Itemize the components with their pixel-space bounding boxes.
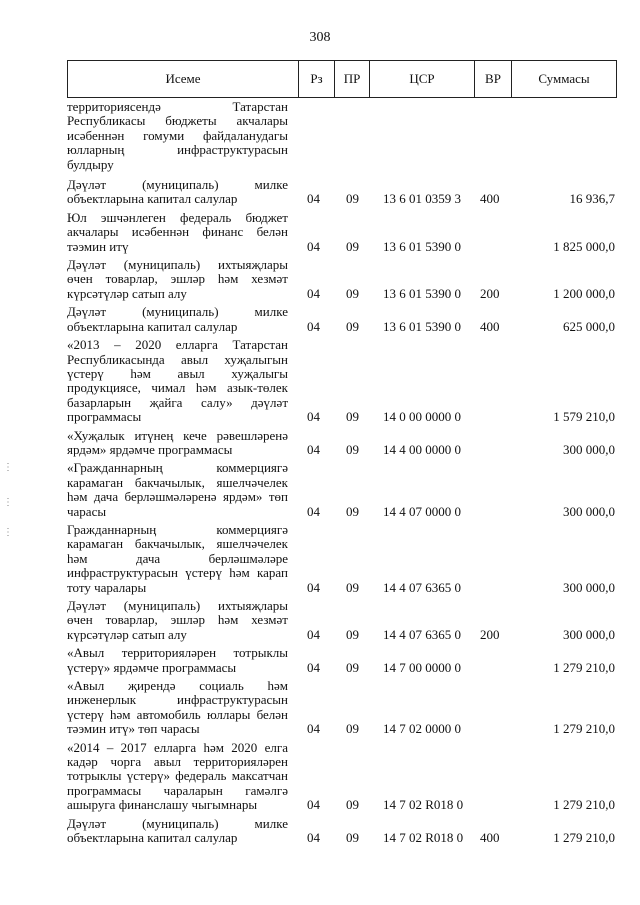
table-row bbox=[67, 100, 617, 172]
row-rz: 04 bbox=[307, 409, 320, 425]
table-row bbox=[67, 429, 617, 458]
row-name: «Гражданнарның коммерциягә карамаган бакчачылык, яшелчәчелек һәм дача берләшмәләренә ярдәм» төп чарасы bbox=[67, 460, 288, 519]
row-sum: 1 279 210,0 bbox=[553, 721, 615, 737]
row-rz: 04 bbox=[307, 503, 320, 519]
row-pr: 09 bbox=[346, 318, 359, 334]
row-pr: 09 bbox=[346, 830, 359, 846]
row-name: «Авыл территорияләрен тотрыклы үстерү» ярдәмче программасы bbox=[67, 645, 288, 675]
row-csr: 14 0 00 0000 0 bbox=[383, 409, 461, 425]
table-header bbox=[67, 60, 617, 98]
row-rz: 04 bbox=[307, 659, 320, 675]
header-csr: ЦСР bbox=[370, 61, 475, 97]
row-pr: 09 bbox=[346, 579, 359, 595]
row-name: «2014 – 2017 елларга һәм 2020 елга кадәр чорга авыл территорияләрен тотрыклы үстерү» федераль максатчан программасы чараларын гамәлгә ашыруга финанслашу чыгымнары bbox=[67, 739, 288, 813]
row-csr: 14 7 02 R018 0 bbox=[383, 830, 464, 846]
table-row bbox=[67, 646, 617, 675]
row-csr: 14 4 07 6365 0 bbox=[383, 626, 461, 642]
row-name: Дәүләт (муниципаль) ихтыяҗлары өчен товарлар, эшләр һәм хезмәт күрсәтүләр сатып алу bbox=[67, 257, 288, 301]
row-vr: 400 bbox=[480, 318, 500, 334]
table-row bbox=[67, 461, 617, 519]
row-csr: 13 6 01 0359 3 bbox=[383, 191, 461, 207]
row-csr: 14 7 02 0000 0 bbox=[383, 721, 461, 737]
row-pr: 09 bbox=[346, 238, 359, 254]
row-sum: 625 000,0 bbox=[563, 318, 615, 334]
row-sum: 16 936,7 bbox=[569, 191, 615, 207]
header-rz: Рз bbox=[299, 61, 335, 97]
row-sum: 300 000,0 bbox=[563, 626, 615, 642]
row-vr: 400 bbox=[480, 830, 500, 846]
table-row bbox=[67, 211, 617, 254]
row-name: Гражданнарның коммерциягә карамаган бакчачылык, яшелчәчелек һәм дача берләшмәләре инфраструктурасын үстерү һәм карап тоту чаралары bbox=[67, 521, 288, 595]
row-csr: 14 7 02 R018 0 bbox=[383, 797, 464, 813]
row-sum: 1 200 000,0 bbox=[553, 285, 615, 301]
row-sum: 1 825 000,0 bbox=[553, 238, 615, 254]
row-sum: 300 000,0 bbox=[563, 579, 615, 595]
row-vr: 200 bbox=[480, 626, 500, 642]
row-sum: 1 579 210,0 bbox=[553, 409, 615, 425]
table-row bbox=[67, 817, 617, 846]
row-sum: 1 279 210,0 bbox=[553, 659, 615, 675]
row-rz: 04 bbox=[307, 626, 320, 642]
row-sum: 1 279 210,0 bbox=[553, 830, 615, 846]
row-sum: 300 000,0 bbox=[563, 441, 615, 457]
row-rz: 04 bbox=[307, 191, 320, 207]
row-name: Дәүләт (муниципаль) милке объектларына капитал салулар bbox=[67, 177, 288, 207]
table-row bbox=[67, 258, 617, 301]
row-csr: 14 4 07 0000 0 bbox=[383, 503, 461, 519]
row-name: территориясендә Татарстан Республикасы бюджеты акчалары исәбеннән гомуми файдаланудагы юлларның инфраструктурасын булдыру bbox=[67, 99, 288, 172]
row-rz: 04 bbox=[307, 318, 320, 334]
row-name: «2013 – 2020 елларга Татарстан Республикасында авыл хуҗалыгын үстерү һәм авыл хуҗалыгы продукциясе, чимал һәм азык-төлек базарларын җайга салу» дәүләт программасы bbox=[67, 337, 288, 425]
header-pr: ПР bbox=[335, 61, 370, 97]
row-csr: 13 6 01 5390 0 bbox=[383, 285, 461, 301]
scan-mark: ⋮ bbox=[3, 462, 13, 473]
table-row bbox=[67, 741, 617, 813]
row-vr: 200 bbox=[480, 285, 500, 301]
row-name: «Хуҗалык итүнең кече рәвешләренә ярдәм» ярдәмче программасы bbox=[67, 427, 288, 457]
table-row bbox=[67, 523, 617, 595]
row-sum: 300 000,0 bbox=[563, 503, 615, 519]
row-pr: 09 bbox=[346, 626, 359, 642]
row-rz: 04 bbox=[307, 797, 320, 813]
row-rz: 04 bbox=[307, 830, 320, 846]
header-vr: ВР bbox=[475, 61, 512, 97]
row-csr: 13 6 01 5390 0 bbox=[383, 238, 461, 254]
row-vr: 400 bbox=[480, 191, 500, 207]
row-csr: 14 4 07 6365 0 bbox=[383, 579, 461, 595]
row-rz: 04 bbox=[307, 441, 320, 457]
row-pr: 09 bbox=[346, 797, 359, 813]
row-pr: 09 bbox=[346, 659, 359, 675]
row-pr: 09 bbox=[346, 285, 359, 301]
row-name: «Авыл җирендә социаль һәм инженерлык инфраструктурасын үстерү һәм автомобиль юллары белән тәэмин итү» төп чарасы bbox=[67, 678, 288, 737]
row-pr: 09 bbox=[346, 721, 359, 737]
header-sum: Суммасы bbox=[538, 71, 590, 86]
row-csr: 14 7 00 0000 0 bbox=[383, 659, 461, 675]
table-body bbox=[67, 100, 617, 850]
row-pr: 09 bbox=[346, 409, 359, 425]
row-rz: 04 bbox=[307, 721, 320, 737]
row-name: Дәүләт (муниципаль) милке объектларына капитал салулар bbox=[67, 815, 288, 846]
header-name: Исеме bbox=[68, 61, 299, 97]
row-name: Дәүләт (муниципаль) ихтыяҗлары өчен товарлар, эшләр һәм хезмәт күрсәтүләр сатып алу bbox=[67, 598, 288, 642]
row-csr: 13 6 01 5390 0 bbox=[383, 318, 461, 334]
scan-mark: ⋮ bbox=[3, 527, 13, 538]
table-row bbox=[67, 338, 617, 424]
row-name: Дәүләт (муниципаль) милке объектларына капитал салулар bbox=[67, 304, 288, 334]
row-csr: 14 4 00 0000 0 bbox=[383, 441, 461, 457]
table-row bbox=[67, 305, 617, 334]
row-rz: 04 bbox=[307, 579, 320, 595]
row-pr: 09 bbox=[346, 441, 359, 457]
table-row bbox=[67, 599, 617, 642]
row-pr: 09 bbox=[346, 191, 359, 207]
row-sum: 1 279 210,0 bbox=[553, 797, 615, 813]
row-pr: 09 bbox=[346, 503, 359, 519]
row-rz: 04 bbox=[307, 238, 320, 254]
page-number: 308 bbox=[309, 30, 331, 45]
row-name: Юл эшчәнлеген федераль бюджет акчалары исәбеннән финанс белән тәэмин итү bbox=[67, 209, 288, 254]
scan-mark: ⋮ bbox=[3, 497, 13, 508]
table-row bbox=[67, 178, 617, 207]
row-rz: 04 bbox=[307, 285, 320, 301]
table-row bbox=[67, 679, 617, 737]
